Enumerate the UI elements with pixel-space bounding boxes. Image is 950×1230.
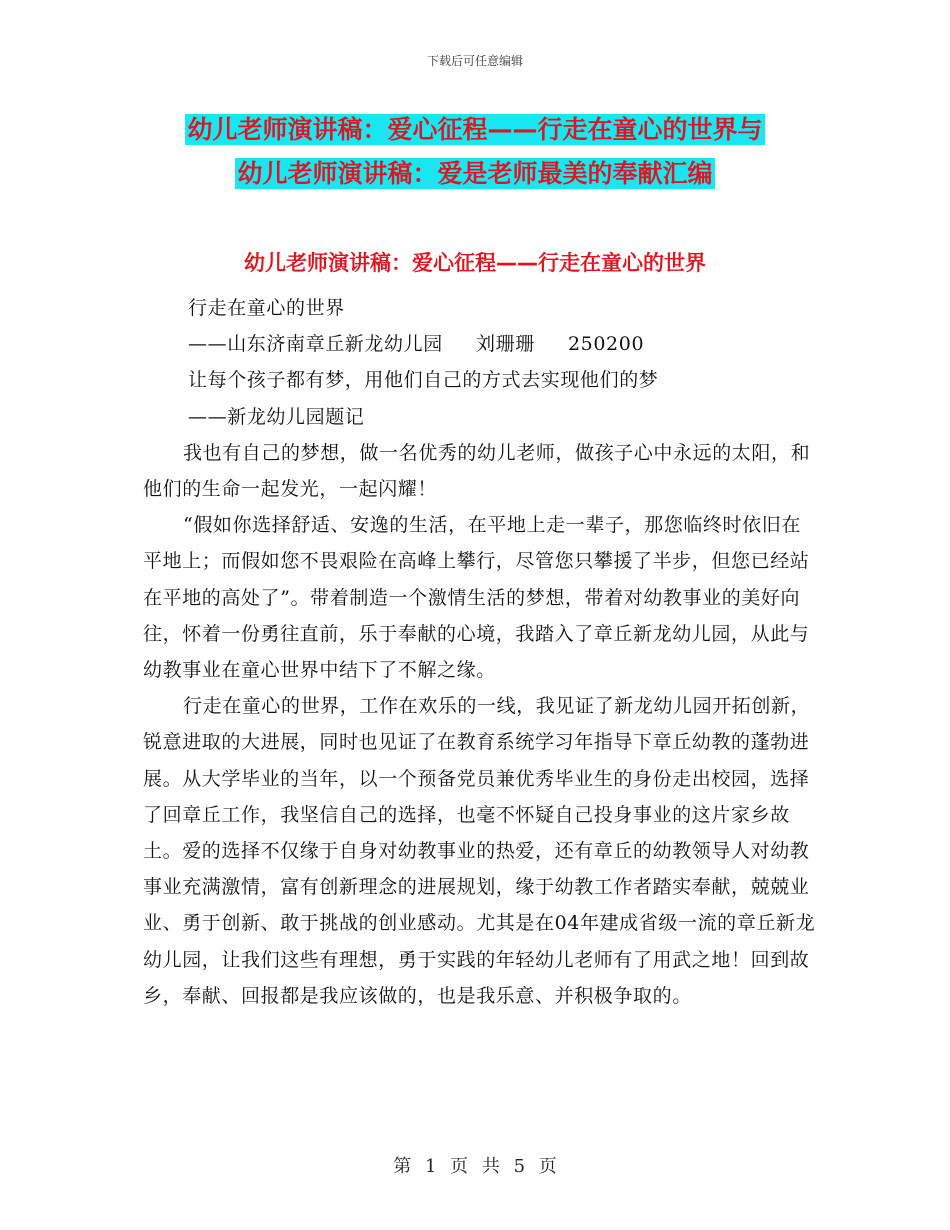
paragraph-3: 行走在童心的世界，工作在欢乐的一线，我见证了新龙幼儿园开拓创新，锐意进取的大进展，同时也见证了在教育系统学习年指导下章丘幼教的蓬勃进展。从大学毕业的当年，以一个预备党员兼优秀毕业生的身份走出校园，选择了回章丘工作，我坚信自己的选择，也毫不怀疑自己投身事业的这片家乡故土。爱的选择不仅缘于自身对幼教事业的热爱，还有章丘的幼教领导人对幼教事业充满激情，富有创新理念的进展规划，缘于幼教工作者踏实奉献，兢兢业业、勇于创新、敢于挑战的创业感动。尤其是在04年建成省级一流的章丘新龙幼儿园，让我们这些有理想，勇于实践的年轻幼儿老师有了用武之地！回到故乡，奉献、回报都是我应该做的，也是我乐意、并积极争取的。: [143, 695, 816, 1007]
section-title: 幼儿老师演讲稿：爱心征程——行走在童心的世界: [244, 251, 706, 275]
main-title: [0, 108, 950, 196]
paragraph-1: 我也有自己的梦想，做一名优秀的幼儿老师，做孩子心中永远的太阳，和他们的生命一起发光，一起闪耀！: [143, 441, 811, 501]
page-footer: 第 1 页 共 5 页: [393, 1156, 557, 1177]
motto-line: 让每个孩子都有梦，用他们自己的方式去实现他们的梦: [188, 369, 659, 392]
subtitle-line: 行走在童心的世界: [188, 297, 345, 319]
title-highlight-1: 幼儿老师演讲稿：爱心征程——行走在童心的世界与: [187, 115, 763, 144]
title-highlight-2: 幼儿老师演讲稿：爱是老师最美的奉献汇编: [237, 159, 713, 188]
motto-source-line: ——新龙幼儿园题记: [188, 405, 365, 428]
body-text: [143, 290, 818, 1014]
paragraph-2: “假如你选择舒适、安逸的生活，在平地上走一辈子，那您临终时依旧在平地上；而假如您不畏艰险在高峰上攀行，尽管您只攀援了半步，但您已经站在平地的高处了”。带着制造一个激情生活的梦想，带着对幼教事业的美好向往，怀着一份勇往直前，乐于奉献的心境，我踏入了章丘新龙幼儿园，从此与幼教事业在童心世界中结下了不解之缘。: [143, 514, 810, 682]
author-line: ——山东济南章丘新龙幼儿园 刘珊珊 250200: [188, 333, 645, 356]
header-note: 下载后可任意编辑: [426, 54, 523, 68]
main-title-line-2: [0, 152, 950, 196]
main-title-line-1: [0, 108, 950, 152]
